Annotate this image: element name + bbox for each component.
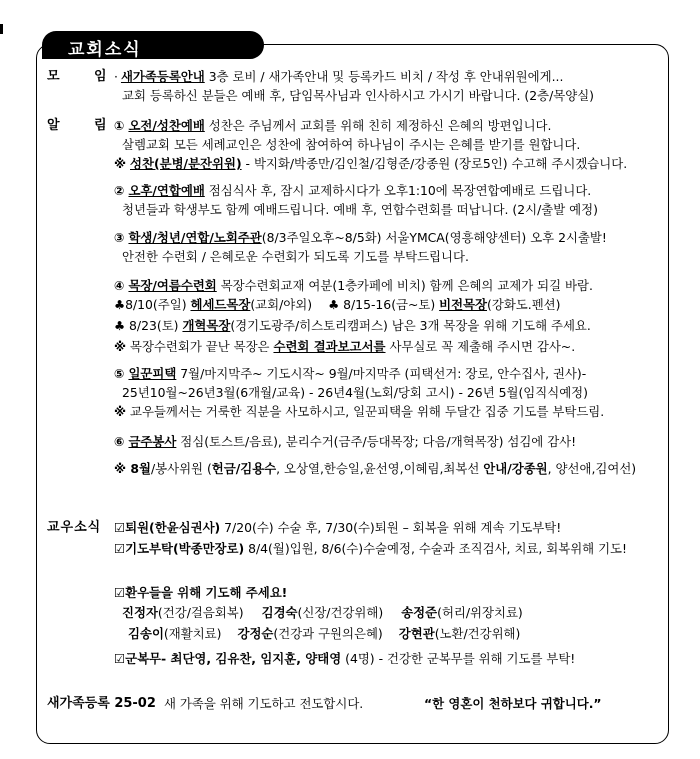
camp-name-3: 개혁목장 [182,318,231,333]
club-icon: ♣ [114,297,126,312]
item-7-b: , 오상열,한승일,윤선영,이혜림,최복선 [276,461,484,476]
num-2: ② [114,183,125,198]
item-6-head: 금주봉사 [128,434,177,449]
newfamily-guide-text: 3층 로비 / 새가족안내 및 등록카드 비치 / 작성 후 안내위원에게... [204,69,564,84]
moim-label-a: 모 [47,69,60,84]
item-5-head: 일꾼피택 [128,366,177,381]
item-7-usher: 안내/강종원 [483,461,548,476]
patient-note: (재활치료) [163,626,222,641]
patient-name: 김송이 [128,626,164,641]
camp-name-1: 헤세드목장 [190,297,251,312]
num-6: ⑥ [114,434,125,449]
patient-note: (노환/건강위해) [434,626,521,641]
notice-item-1-line-2: 살렘교회 모든 세례교인은 성찬에 참여하여 하나님이 주시는 은혜를 받기를 원합니다. [122,137,581,152]
item-7-offering: 헌금/김용수 [211,461,277,476]
moim-line-2: 교회 등록하신 분들은 예배 후, 담임목사님과 인사하시고 가시기 바랍니다. (2층/목양실) [122,88,595,103]
camp-place-2: (강화도.펜션) [487,297,561,312]
title-tab [42,31,264,59]
newfamily-guide-head: 새가족등록안내 [120,69,205,84]
item-4-head: 목장/여름수련회 [128,278,217,293]
item-4-note-head: 수련회 결과보고서를 [273,339,386,354]
patient-name: 김경숙 [261,605,298,620]
item-5-note-text: 교우들께서는 거룩한 직분을 사모하시고, 일꾼피택을 위해 두달간 집중 기도를 부탁드림. [126,404,605,419]
members-line-2 [114,541,627,557]
patient-name: 강현관 [398,626,435,641]
corner-mark [0,24,3,34]
members-line-4 [114,651,575,667]
notice-item-7 [114,461,636,477]
moim-label-b: 임 [94,69,107,84]
patients-row-1 [122,605,523,621]
item-6-text: 점심(토스트/음료), 분리수거(금주/등대목장; 다음/개혁목장) 섬김에 감사! [176,434,577,449]
camp-place-1: (교회/야외) [250,297,313,312]
notice-label-a: 알 [47,118,60,133]
notice-item-5-note [114,404,604,420]
patient-note: (허리/위장치료) [437,605,523,620]
item-3-head: 학생/청년/연합/노회주관 [128,230,262,245]
item-2-text: 점심식사 후, 잠시 교제하시다가 오후1:10에 목장연합예배로 드립니다. [204,183,592,198]
members-4-text: (4명) - 건강한 군복무를 위해 기도를 부탁! [341,651,576,666]
notice-item-2 [114,183,591,199]
notice-label-b: 림 [94,118,107,133]
num-3: ③ [114,230,125,245]
members-4-head: 군복무- 최단영, 김유찬, 임지훈, 양태영 [125,651,342,666]
members-3-head: 환우들을 위해 기도해 주세요! [125,585,288,600]
item-4-note-b: 사무실로 꼭 제출해 주시면 감사~. [385,339,576,354]
item-1-note-text: - 박지화/박종만/김인철/김형준/강종원 (장로5인) 수고해 주시겠습니다. [241,156,628,171]
item-1-head: 오전/성찬예배 [128,118,205,133]
members-line-1 [114,520,561,536]
club-icon: ♣ [114,318,126,333]
notice-item-3 [114,230,607,246]
note-mark: ※ [114,339,127,354]
members-2-head: 기도부탁(박종만장로) [125,541,245,556]
page-title: 교회소식 [68,40,142,60]
item-7-c: , 양선애,김여선) [547,461,637,476]
members-line-3 [114,585,287,601]
camp-name-2: 비전목장 [439,297,488,312]
item-1-text: 성찬은 주님께서 교회를 위해 친히 제정하신 은혜의 방편입니다. [204,118,552,133]
notice-item-2-line-2: 청년들과 학생부도 함께 예배드립니다. 예배 후, 연합수련회를 떠납니다. (2시/출발 예정) [122,202,598,217]
notice-item-1-note [114,156,627,172]
note-mark: ※ [114,461,127,476]
item-3-text: (8/3주일오후~8/5화) 서울YMCA(영흥해양센터) 오후 2시출발! [261,230,607,245]
note-mark: ※ [114,404,127,419]
notice-item-5-line-2: 25년10월~26년3월(6개월/교육) - 26년4월(노회/당회 고시) - 26년 5월(임직식예정) [122,385,588,400]
item-7-a: /봉사위원 ( [150,461,212,476]
camp-date-1: 8/10(주일) [125,297,191,312]
patient-name: 송정준 [401,605,438,620]
notice-item-5 [114,366,586,382]
note-mark: ※ [114,156,127,171]
item-1-note-head: 성찬(분병/분잔위원) [130,156,242,171]
club-icon: ♣ [328,297,340,312]
item-4-text: 목장수련회교재 여분(1층카페에 비치) 함께 은혜의 교제가 되길 바람. [216,278,593,293]
notice-item-4 [114,278,593,294]
checkbox-icon: ☑ [114,585,126,600]
camp-date-3: 8/23(토) [125,318,183,333]
notice-item-4-note [114,339,575,355]
notice-item-1 [114,118,551,134]
notice-item-4-row-3 [114,318,591,334]
members-1-text: 7/20(수) 수술 후, 7/30(수)퇴원 – 회복을 위해 계속 기도부탁! [220,520,562,535]
item-2-head: 오후/연합예배 [128,183,205,198]
checkbox-icon: ☑ [114,541,126,556]
notice-item-3-line-2: 안전한 수련회 / 은혜로운 수련회가 되도록 기도를 부탁드립니다. [122,249,469,264]
moim-line-1: · 새가족등록안내 3층 로비 / 새가족안내 및 등록카드 비치 / 작성 후 안내위원에게... [114,69,564,84]
patient-note: (건강/걸음회복) [157,605,244,620]
members-2-text: 8/4(월)입원, 8/6(수)수술예정, 수술과 조직검사, 치료, 회복위해 기도! [244,541,627,556]
newfamily-label: 새가족등록 25-02 [47,696,156,711]
patient-note: (신장/건강위해) [297,605,384,620]
newfamily-text: 새 가족을 위해 기도하고 전도합시다. [164,696,364,711]
item-5-text: 7월/마지막주~ 기도시작~ 9월/마지막주 (피택선거: 장로, 안수집사, 권사)- [176,366,587,381]
patients-row-2 [128,626,520,642]
checkbox-icon: ☑ [114,520,126,535]
item-4-note-a: 목장수련회가 끝난 목장은 [126,339,274,354]
camp-date-2: 8/15-16(금~토) [339,297,440,312]
patient-name: 진정자 [122,605,158,620]
members-label: 교우소식 [47,520,102,535]
members-1-head: 퇴원(한윤심권사) [125,520,221,535]
notice-item-6 [114,434,576,450]
patient-note: (건강과 구원의은혜) [273,626,383,641]
camp-text-3: (경기도광주/히스토리캠퍼스) 남은 3개 목장을 위해 기도해 주세요. [230,318,591,333]
notice-item-4-row-2 [114,297,560,313]
num-5: ⑤ [114,366,125,381]
newfamily-quote: “한 영혼이 천하보다 귀합니다.” [424,696,602,711]
num-1: ① [114,118,125,133]
item-7-head: 8월 [126,461,151,476]
num-4: ④ [114,278,125,293]
patient-name: 강정순 [237,626,274,641]
checkbox-icon: ☑ [114,651,126,666]
